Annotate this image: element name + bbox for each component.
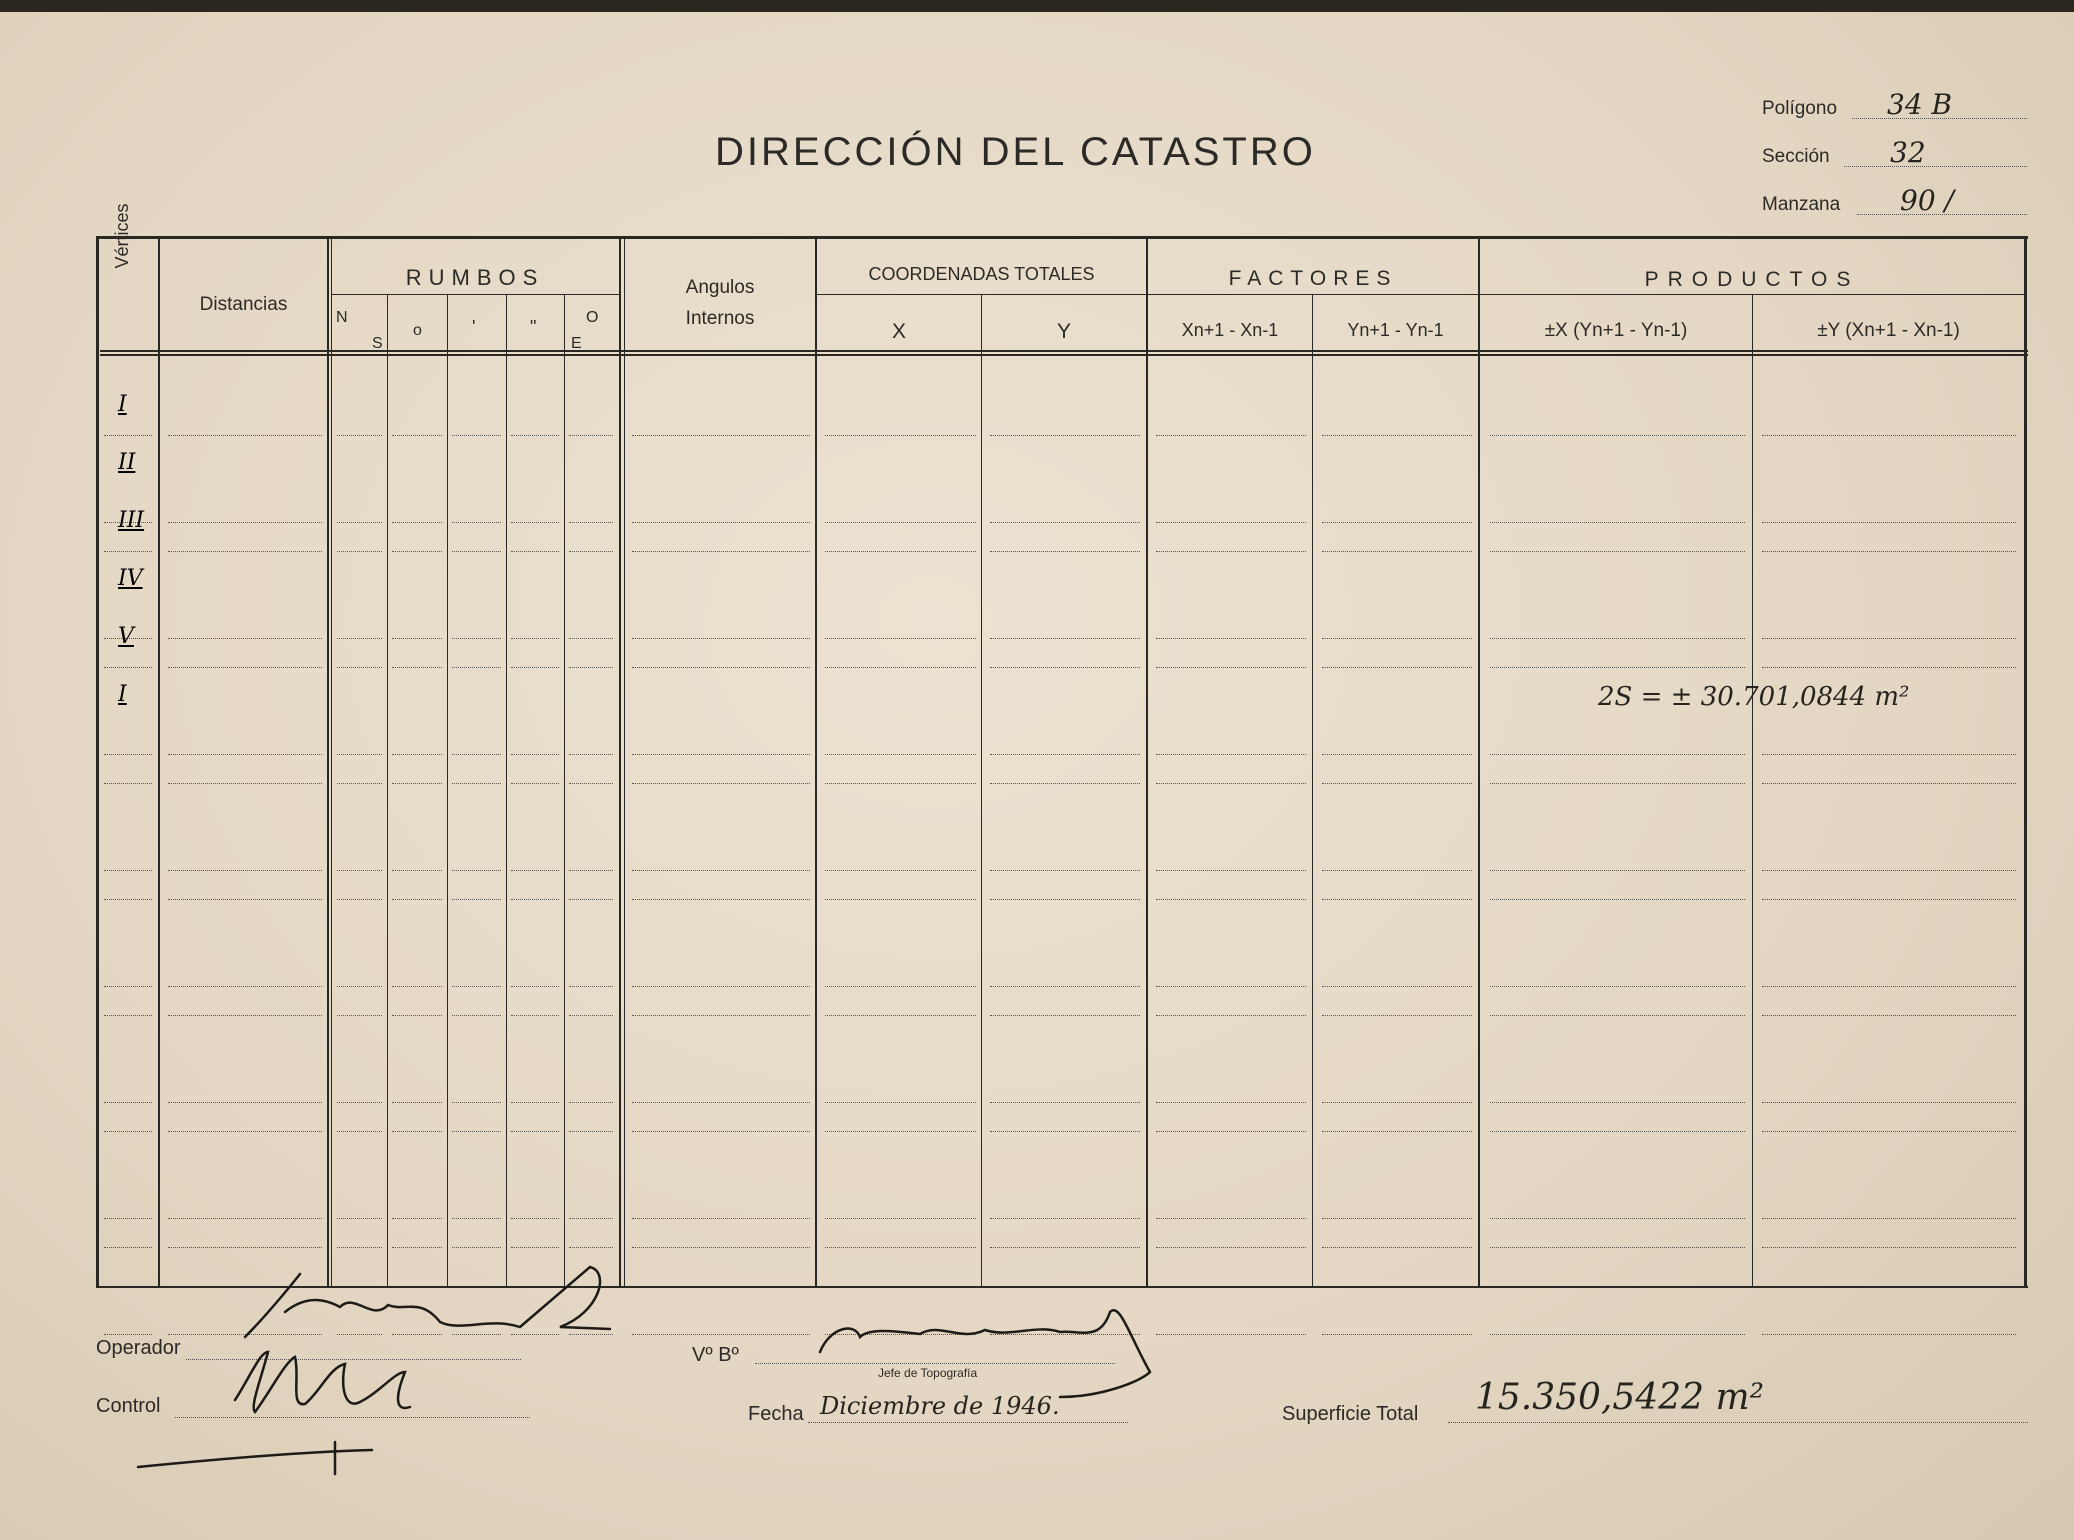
operador-label: Operador	[96, 1337, 181, 1359]
poligono-label: Polígono	[1762, 98, 1838, 119]
header-rumbos-n: N	[336, 309, 348, 326]
header-rumbos: RUMBOS	[405, 265, 545, 290]
header-rumbos-s: S	[372, 335, 383, 352]
header-factor-x: Xn+1 - Xn-1	[1181, 320, 1279, 340]
header-rumbos-o: O	[586, 309, 599, 326]
header-coord-y: Y	[1056, 320, 1071, 343]
superficie-value: 15.350,5422 m²	[1475, 1377, 1765, 1418]
vertex-label: I	[118, 392, 127, 417]
header-producto-y: ±Y (Xn+1 - Xn-1)	[1817, 320, 1960, 341]
vertex-label: III	[118, 508, 145, 533]
survey-sheet	[0, 12, 2074, 1540]
header-rumbos-min: '	[472, 317, 476, 337]
seccion-label: Sección	[1762, 146, 1830, 167]
superficie-label: Superficie Total	[1282, 1403, 1419, 1425]
header-rumbos-e: E	[571, 335, 582, 352]
control-label: Control	[96, 1395, 161, 1417]
header-factor-y: Yn+1 - Yn-1	[1347, 320, 1444, 340]
header-angulos: Angulos	[685, 277, 755, 298]
header-rumbos-sec: "	[530, 317, 537, 337]
header-internos: Internos	[685, 308, 755, 329]
page-title: DIRECCIÓN DEL CATASTRO	[715, 130, 1316, 174]
header-coordenadas: COORDENADAS TOTALES	[868, 264, 1095, 284]
vertex-label: II	[118, 450, 136, 475]
manzana-value: 90 /	[1900, 184, 1954, 217]
fecha-label: Fecha	[748, 1403, 804, 1425]
header-productos: PRODUCTOS	[1644, 268, 1860, 291]
signatures	[0, 12, 2074, 1540]
poligono-value: 34 B	[1887, 88, 1953, 121]
header-distancias: Distancias	[199, 294, 288, 315]
manzana-label: Manzana	[1762, 194, 1841, 215]
header-producto-x: ±X (Yn+1 - Yn-1)	[1544, 320, 1688, 341]
seccion-value: 32	[1890, 136, 1926, 169]
header-vertices: Vértices	[112, 203, 132, 269]
vobo-label: Vº Bº	[692, 1344, 739, 1366]
jefe-label: Jefe de Topografía	[878, 1366, 978, 1380]
header-factores: FACTORES	[1228, 267, 1398, 290]
total-2s: 2S = ± 30.701,0844 m²	[1598, 682, 1910, 712]
fecha-value: Diciembre de 1946.	[820, 1392, 1060, 1420]
vertex-label: I	[118, 682, 127, 707]
header-rumbos-deg: o	[413, 322, 422, 339]
vertex-label: IV	[118, 566, 143, 591]
vertex-label: V	[118, 624, 134, 649]
header-coord-x: X	[891, 320, 906, 343]
